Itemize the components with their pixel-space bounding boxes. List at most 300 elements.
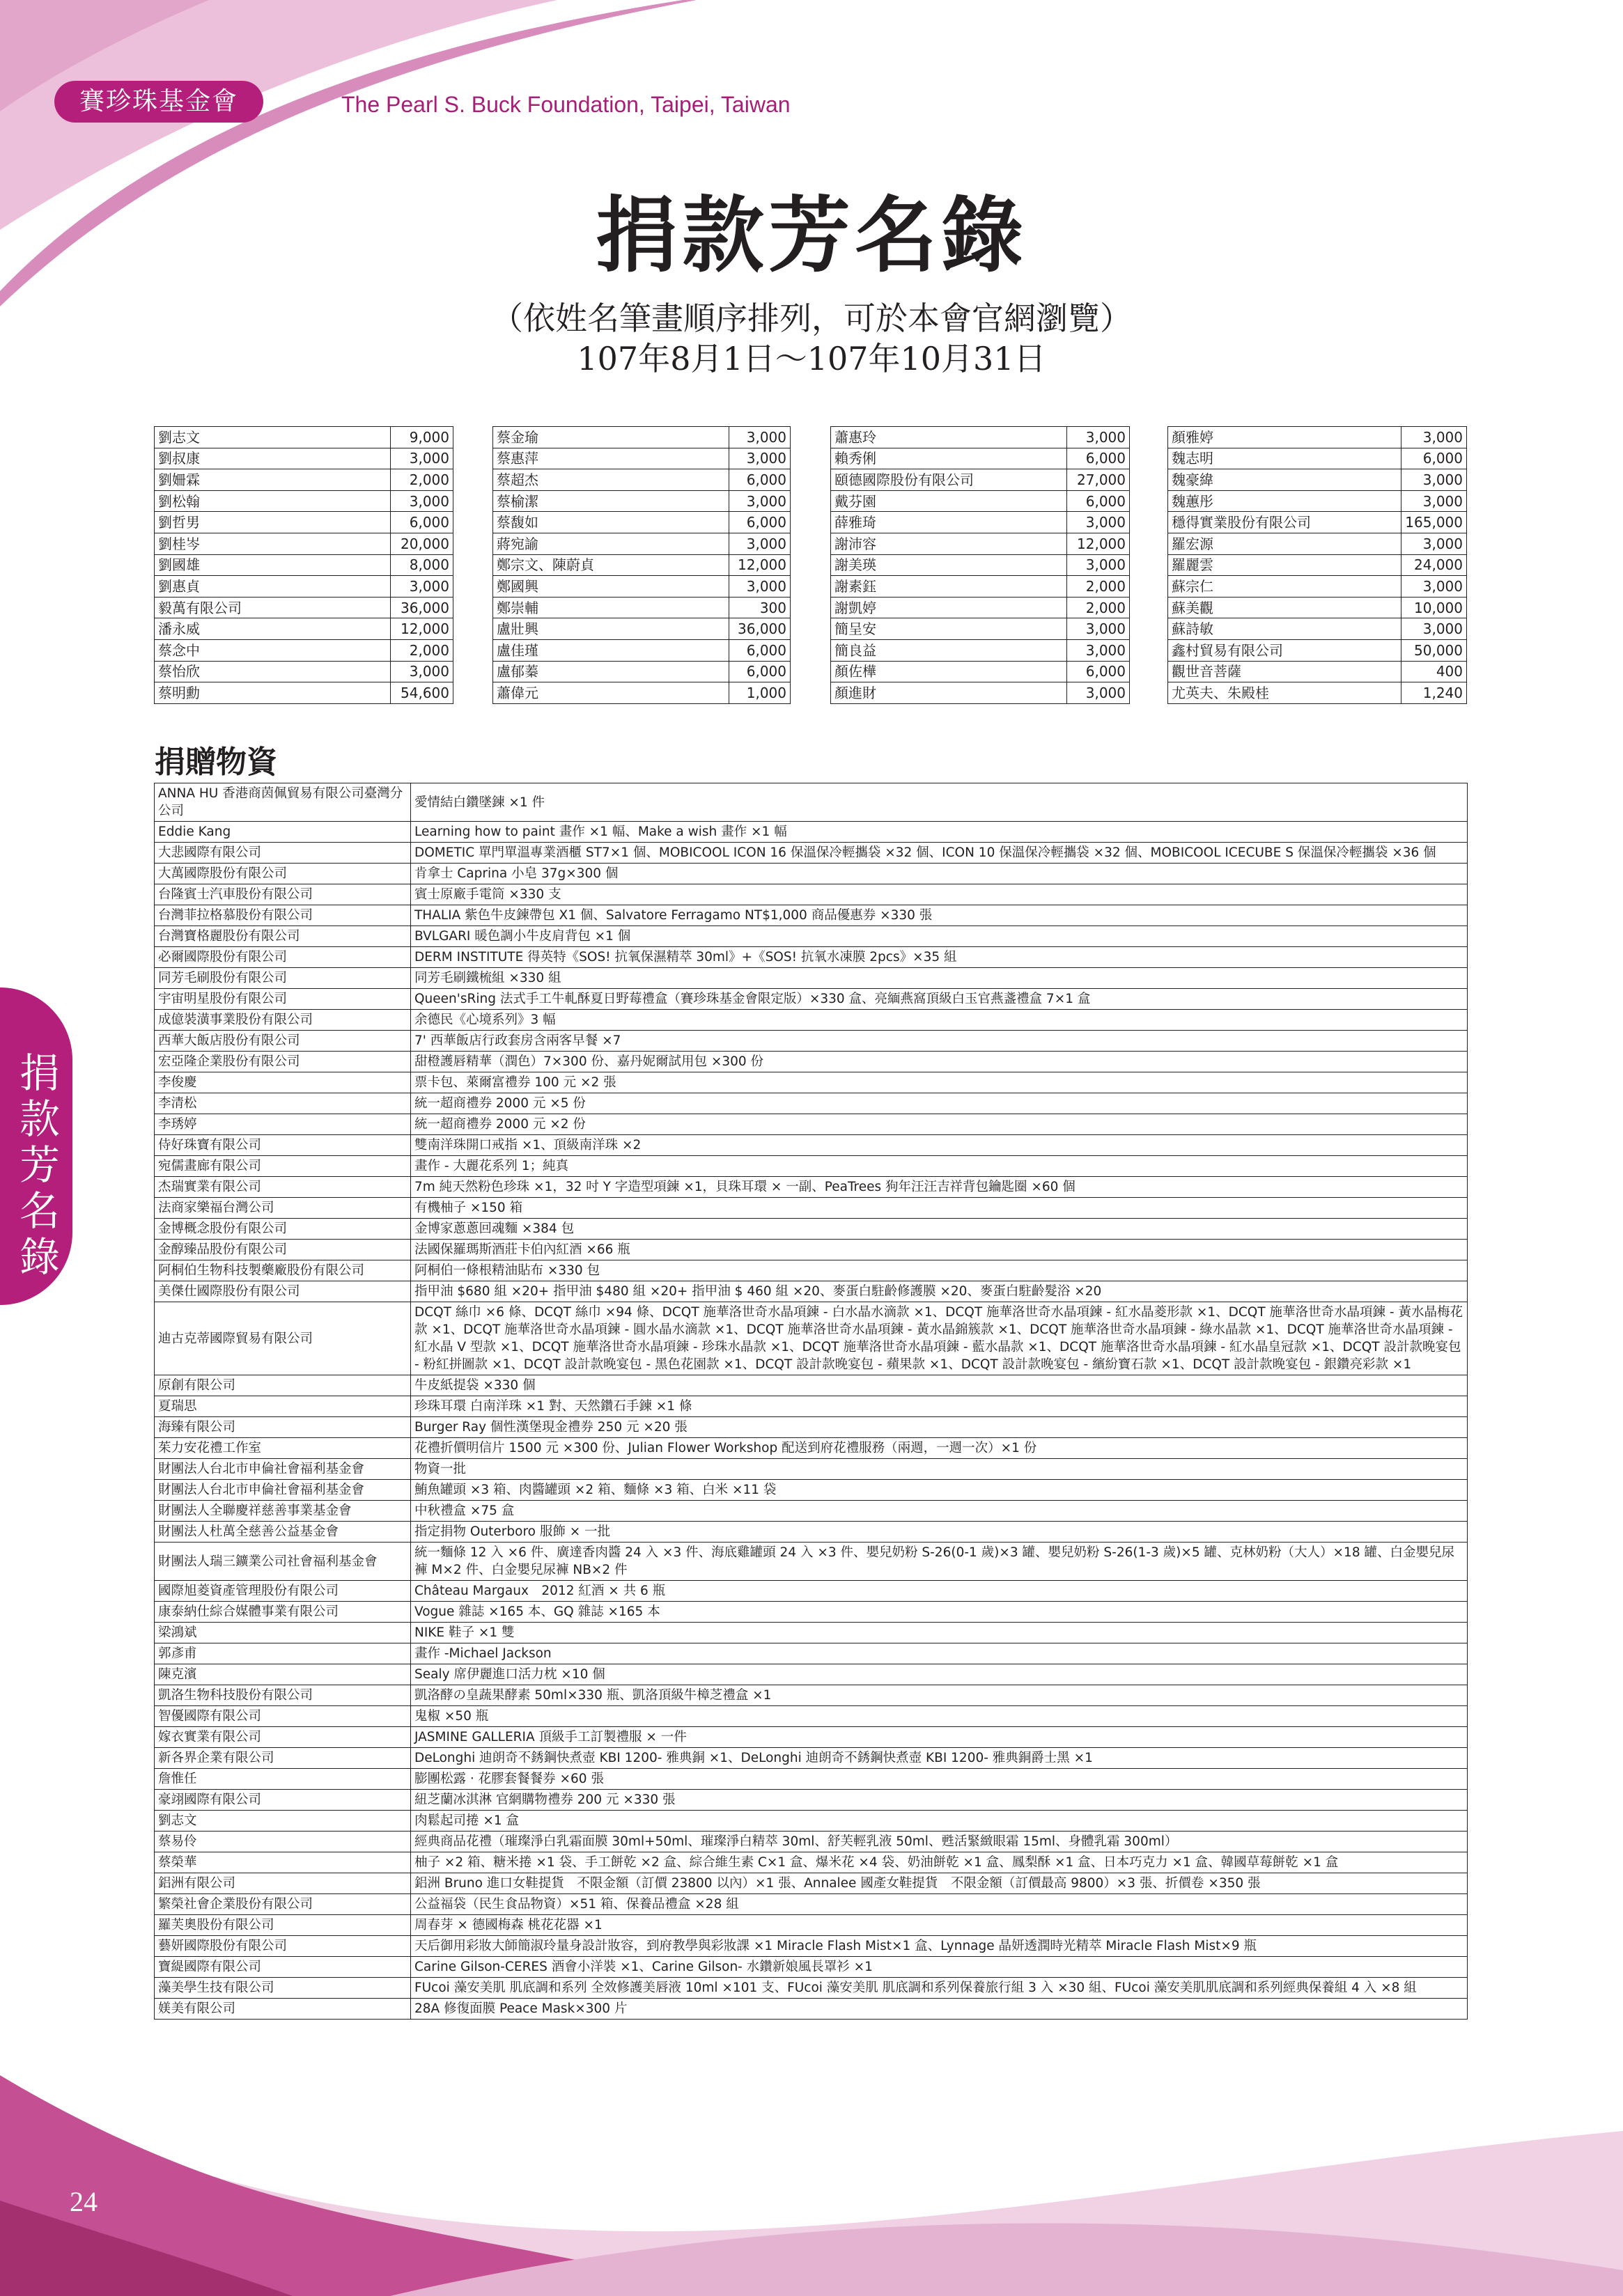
donor-row <box>493 490 791 512</box>
goods-donor: 台灣菲拉格慕股份有限公司 <box>155 905 411 926</box>
goods-donor: 大悲國際有限公司 <box>155 843 411 864</box>
goods-item: BVLGARI 暖色調小牛皮肩背包 ×1 個 <box>411 926 1468 947</box>
donation-amount: 3,000 <box>1401 576 1467 598</box>
donor-row <box>1168 448 1467 469</box>
goods-item: 賓士原廠手電筒 ×330 支 <box>411 884 1468 905</box>
donor-name: 蘇宗仁 <box>1168 576 1401 598</box>
goods-row <box>155 1685 1468 1706</box>
goods-item: 牛皮紙提袋 ×330 個 <box>411 1375 1468 1396</box>
donor-name: 魏豪緯 <box>1168 469 1401 491</box>
goods-row <box>155 843 1468 864</box>
donor-name: 蘇詩敏 <box>1168 618 1401 640</box>
goods-item: FUcoi 藻安美肌 肌底調和系列 全效修護美唇液 10ml ×101 支、FUcoi 藻安美肌 肌底調和系列保養旅行組 3 入 ×30 組、FUcoi 藻安美肌肌底調和系列經典保養組 4 入 ×8 組 <box>411 1978 1468 1999</box>
goods-item: 7m 純天然粉色珍珠 ×1，32 吋 Y 字造型項鍊 ×1，貝珠耳環 × 一副、PeaTrees 狗年汪汪吉祥背包鑰匙圈 ×60 個 <box>411 1177 1468 1198</box>
goods-donor: 海臻有限公司 <box>155 1417 411 1438</box>
donation-amount: 3,000 <box>1067 682 1130 704</box>
goods-row <box>155 1664 1468 1685</box>
goods-row <box>155 1396 1468 1417</box>
donation-amount: 6,000 <box>1067 448 1130 469</box>
goods-row <box>155 905 1468 926</box>
donor-name: 鄭宗文、陳蔚貞 <box>493 554 729 576</box>
donor-name: 蔡金瑜 <box>493 427 729 448</box>
goods-donor: 茱力安花禮工作室 <box>155 1438 411 1459</box>
donor-name: 薛雅琦 <box>831 512 1067 533</box>
goods-donor: 台隆賓士汽車股份有限公司 <box>155 884 411 905</box>
cash-donation-table-1 <box>154 426 453 704</box>
donor-name: 顏進財 <box>831 682 1067 704</box>
goods-item: DOMETIC 單門單溫專業酒櫃 ST7×1 個、MOBICOOL ICON 16 保溫保冷輕攜袋 ×32 個、ICON 10 保溫保冷輕攜袋 ×32 個、MOBICOOL ICECUBE S 保溫保冷輕攜袋 ×36 個 <box>411 843 1468 864</box>
donor-name: 鑫村貿易有限公司 <box>1168 639 1401 661</box>
donor-name: 蔡明勳 <box>155 682 391 704</box>
donor-row <box>1168 490 1467 512</box>
goods-item: 票卡包、萊爾富禮券 100 元 ×2 張 <box>411 1072 1468 1093</box>
goods-row <box>155 1219 1468 1240</box>
goods-donor: 金博概念股份有限公司 <box>155 1219 411 1240</box>
donor-row <box>1168 427 1467 448</box>
goods-row <box>155 1501 1468 1522</box>
goods-item: 甜橙護唇精華（潤色）7×300 份、嘉丹妮爾試用包 ×300 份 <box>411 1052 1468 1072</box>
goods-item: Vogue 雜誌 ×165 本、GQ 雜誌 ×165 本 <box>411 1602 1468 1623</box>
goods-row <box>155 1727 1468 1748</box>
donor-row <box>155 533 453 554</box>
goods-row <box>155 1602 1468 1623</box>
page-title: 捐款芳名錄 <box>595 187 1027 283</box>
goods-row <box>155 822 1468 843</box>
donor-name: 蕭惠玲 <box>831 427 1067 448</box>
donation-amount: 3,000 <box>391 661 453 682</box>
goods-item: 余德民《心境系列》3 幅 <box>411 1010 1468 1031</box>
goods-donor: 李清松 <box>155 1093 411 1114</box>
goods-item: 有機柚子 ×150 箱 <box>411 1198 1468 1219</box>
donation-amount: 50,000 <box>1401 639 1467 661</box>
side-tab-label: 捐 款 芳 名 錄 <box>19 1049 60 1281</box>
donation-amount: 3,000 <box>1067 618 1130 640</box>
goods-donation-table <box>154 783 1468 2020</box>
donor-row <box>1168 597 1467 618</box>
donor-row <box>831 661 1130 682</box>
goods-item: Learning how to paint 畫作 ×1 幅、Make a wish 畫作 ×1 幅 <box>411 822 1468 843</box>
goods-row <box>155 1198 1468 1219</box>
donor-row <box>831 427 1130 448</box>
goods-row <box>155 1093 1468 1114</box>
goods-row <box>155 884 1468 905</box>
goods-donor: 西華大飯店股份有限公司 <box>155 1031 411 1052</box>
donor-row <box>155 661 453 682</box>
goods-row <box>155 1706 1468 1727</box>
cash-donation-table-2 <box>492 426 791 704</box>
goods-item: 鋁洲 Bruno 進口女鞋提貨 不限金額（訂價 23800 以內）×1 張、Annalee 國產女鞋提貨 不限金額（訂價最高 9800）×3 張、折價卷 ×350 張 <box>411 1873 1468 1894</box>
goods-row <box>155 947 1468 968</box>
donation-amount: 6,000 <box>1067 661 1130 682</box>
donation-amount: 3,000 <box>729 490 791 512</box>
donor-row <box>493 661 791 682</box>
donor-row <box>1168 682 1467 704</box>
donor-row <box>1168 512 1467 533</box>
goods-item: 經典商品花禮（璀璨淨白乳霜面膜 30ml+50ml、璀璨淨白精萃 30ml、舒芙輕乳液 50ml、甦活緊緻眼霜 15ml、身體乳霜 300ml） <box>411 1832 1468 1852</box>
goods-donor: 國際旭菱資產管理股份有限公司 <box>155 1581 411 1602</box>
goods-donor: 藝妍國際股份有限公司 <box>155 1936 411 1957</box>
donor-name: 謝沛容 <box>831 533 1067 554</box>
donor-row <box>831 490 1130 512</box>
donation-amount: 8,000 <box>391 554 453 576</box>
donor-name: 戴芬園 <box>831 490 1067 512</box>
donor-row <box>1168 554 1467 576</box>
donor-name: 謝凱婷 <box>831 597 1067 618</box>
donor-row <box>155 618 453 640</box>
donor-row <box>1168 469 1467 491</box>
donor-name: 蔡惠萍 <box>493 448 729 469</box>
goods-donor: 財團法人全聯慶祥慈善事業基金會 <box>155 1501 411 1522</box>
goods-donor: 宏亞隆企業股份有限公司 <box>155 1052 411 1072</box>
goods-donor: 夏瑞思 <box>155 1396 411 1417</box>
goods-row <box>155 1790 1468 1811</box>
donation-amount: 36,000 <box>391 597 453 618</box>
donor-row <box>831 533 1130 554</box>
goods-donor: 成億裝潢事業股份有限公司 <box>155 1010 411 1031</box>
goods-donor: 郭彥甫 <box>155 1643 411 1664</box>
goods-row <box>155 1114 1468 1135</box>
goods-row <box>155 1156 1468 1177</box>
goods-donor: 智優國際有限公司 <box>155 1706 411 1727</box>
goods-row <box>155 1281 1468 1302</box>
donor-name: 盧郁蓁 <box>493 661 729 682</box>
goods-item: 鮪魚罐頭 ×3 箱、肉醬罐頭 ×2 箱、麵條 ×3 箱、白米 ×11 袋 <box>411 1480 1468 1501</box>
page-subtitle: （依姓名筆畫順序排列，可於本會官網瀏覽） <box>491 299 1132 337</box>
goods-donor: 阿桐伯生物科技製藥廠股份有限公司 <box>155 1260 411 1281</box>
donation-amount: 400 <box>1401 661 1467 682</box>
goods-item: 畫作 - 大麗花系列 1；純真 <box>411 1156 1468 1177</box>
donor-name: 蕭偉元 <box>493 682 729 704</box>
goods-item: 鬼椒 ×50 瓶 <box>411 1706 1468 1727</box>
donor-name: 盧壯興 <box>493 618 729 640</box>
donation-amount: 1,000 <box>729 682 791 704</box>
goods-row <box>155 1072 1468 1093</box>
goods-item: 金博家蔥蔥回魂麵 ×384 包 <box>411 1219 1468 1240</box>
goods-item: 7' 西華飯店行政套房含兩客早餐 ×7 <box>411 1031 1468 1052</box>
donor-name: 穩得實業股份有限公司 <box>1168 512 1401 533</box>
goods-donor: ANNA HU 香港商茵佩貿易有限公司臺灣分公司 <box>155 783 411 822</box>
goods-donor: 財團法人台北市申倫社會福利基金會 <box>155 1459 411 1480</box>
donation-amount: 2,000 <box>391 639 453 661</box>
donation-amount: 3,000 <box>1401 427 1467 448</box>
goods-item: 畫作 -Michael Jackson <box>411 1643 1468 1664</box>
goods-donor: 財團法人瑞三鑛業公司社會福利基金會 <box>155 1543 411 1581</box>
goods-item: Carine Gilson-CERES 酒會小洋裝 ×1、Carine Gilson- 水鑽新娘風長罩衫 ×1 <box>411 1957 1468 1978</box>
donor-row <box>493 597 791 618</box>
goods-item: 28A 修復面膜 Peace Mask×300 片 <box>411 1999 1468 2020</box>
goods-donor: 凱洛生物科技股份有限公司 <box>155 1685 411 1706</box>
goods-donor: 鋁洲有限公司 <box>155 1873 411 1894</box>
donor-name: 劉國雄 <box>155 554 391 576</box>
donation-amount: 12,000 <box>391 618 453 640</box>
donor-row <box>1168 639 1467 661</box>
goods-donor: 宇宙明星股份有限公司 <box>155 989 411 1010</box>
donation-amount: 3,000 <box>1067 639 1130 661</box>
goods-item: JASMINE GALLERIA 頂級手工訂製禮服 × 一件 <box>411 1727 1468 1748</box>
donor-row <box>1168 618 1467 640</box>
goods-donor: 梁鴻斌 <box>155 1623 411 1643</box>
donor-row <box>493 533 791 554</box>
goods-donor: 李俊慶 <box>155 1072 411 1093</box>
goods-row <box>155 1260 1468 1281</box>
donor-row <box>493 512 791 533</box>
goods-donor: 同芳毛刷股份有限公司 <box>155 968 411 989</box>
donor-row <box>1168 661 1467 682</box>
goods-row <box>155 1417 1468 1438</box>
donor-row <box>831 469 1130 491</box>
donor-row <box>831 554 1130 576</box>
goods-item: Château Margaux 2012 紅酒 × 共 6 瓶 <box>411 1581 1468 1602</box>
donor-name: 劉志文 <box>155 427 391 448</box>
goods-donor: 財團法人杜萬全慈善公益基金會 <box>155 1522 411 1543</box>
goods-donor: 迪古克蒂國際貿易有限公司 <box>155 1302 411 1375</box>
donor-name: 劉桂岑 <box>155 533 391 554</box>
goods-row <box>155 1748 1468 1769</box>
donor-name: 鄭國興 <box>493 576 729 598</box>
goods-item: 統一超商禮券 2000 元 ×5 份 <box>411 1093 1468 1114</box>
goods-row <box>155 1852 1468 1873</box>
goods-item: 指定捐物 Outerboro 服飾 × 一批 <box>411 1522 1468 1543</box>
donor-row <box>155 682 453 704</box>
date-range: 107年8月1日～107年10月31日 <box>577 340 1046 377</box>
donor-row <box>831 597 1130 618</box>
donation-amount: 9,000 <box>391 427 453 448</box>
goods-donor: 金醇臻品股份有限公司 <box>155 1240 411 1260</box>
goods-row <box>155 1832 1468 1852</box>
donation-amount: 6,000 <box>729 469 791 491</box>
goods-item: 肉鬆起司捲 ×1 盒 <box>411 1811 1468 1832</box>
goods-item: 同芳毛刷鐵梳組 ×330 組 <box>411 968 1468 989</box>
goods-donor: 蔡易伶 <box>155 1832 411 1852</box>
goods-row <box>155 1459 1468 1480</box>
donation-amount: 3,000 <box>1401 533 1467 554</box>
goods-item: 愛情結白鑽墜鍊 ×1 件 <box>411 783 1468 822</box>
donation-amount: 54,600 <box>391 682 453 704</box>
donation-amount: 3,000 <box>1401 490 1467 512</box>
goods-item: 膨團松露 ‧ 花膠套餐餐券 ×60 張 <box>411 1769 1468 1790</box>
goods-row <box>155 864 1468 884</box>
goods-donor: 財團法人台北市申倫社會福利基金會 <box>155 1480 411 1501</box>
donor-row <box>1168 576 1467 598</box>
goods-row <box>155 1031 1468 1052</box>
goods-item: 周春芽 × 德國梅森 桃花花器 ×1 <box>411 1915 1468 1936</box>
donor-row <box>493 469 791 491</box>
goods-donor: 大萬國際股份有限公司 <box>155 864 411 884</box>
donation-amount: 3,000 <box>729 533 791 554</box>
donor-name: 蔡念中 <box>155 639 391 661</box>
goods-row <box>155 1978 1468 1999</box>
goods-item: DERM INSTITUTE 得英特《SOS! 抗氧保濕精萃 30ml》+《SOS! 抗氧水凍膜 2pcs》×35 組 <box>411 947 1468 968</box>
donation-amount: 20,000 <box>391 533 453 554</box>
donor-name: 鄭崇輔 <box>493 597 729 618</box>
donation-amount: 3,000 <box>729 427 791 448</box>
goods-donor: 李琇婷 <box>155 1114 411 1135</box>
donation-amount: 12,000 <box>729 554 791 576</box>
donor-row <box>155 448 453 469</box>
donor-name: 蔣宛諭 <box>493 533 729 554</box>
donor-name: 謝素鈺 <box>831 576 1067 598</box>
donation-amount: 2,000 <box>1067 576 1130 598</box>
donation-amount: 3,000 <box>1401 469 1467 491</box>
donor-row <box>155 469 453 491</box>
goods-item: 法國保羅瑪斯酒莊卡伯內紅酒 ×66 瓶 <box>411 1240 1468 1260</box>
donation-amount: 10,000 <box>1401 597 1467 618</box>
goods-item: NIKE 鞋子 ×1 雙 <box>411 1623 1468 1643</box>
donation-amount: 6,000 <box>1067 490 1130 512</box>
goods-item: 肯拿士 Caprina 小皂 37g×300 個 <box>411 864 1468 884</box>
donor-row <box>831 576 1130 598</box>
donation-amount: 36,000 <box>729 618 791 640</box>
goods-donor: 詹惟任 <box>155 1769 411 1790</box>
goods-row <box>155 1999 1468 2020</box>
goods-row <box>155 1769 1468 1790</box>
page-number: 24 <box>70 2186 98 2217</box>
donor-name: 魏志明 <box>1168 448 1401 469</box>
donor-row <box>1168 533 1467 554</box>
donor-name: 蔡超杰 <box>493 469 729 491</box>
cash-donation-table-4 <box>1167 426 1467 704</box>
goods-row <box>155 1302 1468 1375</box>
donation-amount: 300 <box>729 597 791 618</box>
donation-amount: 6,000 <box>391 512 453 533</box>
goods-item: 中秋禮盒 ×75 盒 <box>411 1501 1468 1522</box>
donation-amount: 6,000 <box>729 661 791 682</box>
goods-row <box>155 1135 1468 1156</box>
donation-amount: 12,000 <box>1067 533 1130 554</box>
goods-row <box>155 968 1468 989</box>
goods-row <box>155 1915 1468 1936</box>
goods-row <box>155 1375 1468 1396</box>
donor-row <box>831 618 1130 640</box>
goods-donor: 陳克濱 <box>155 1664 411 1685</box>
goods-row <box>155 1052 1468 1072</box>
donor-name: 謝美瑛 <box>831 554 1067 576</box>
goods-donor: 繁榮社會企業股份有限公司 <box>155 1894 411 1915</box>
goods-section-heading: 捐贈物資 <box>155 744 277 780</box>
goods-item: 雙南洋珠開口戒指 ×1、頂級南洋珠 ×2 <box>411 1135 1468 1156</box>
donation-amount: 2,000 <box>391 469 453 491</box>
goods-item: Burger Ray 個性漢堡現金禮券 250 元 ×20 張 <box>411 1417 1468 1438</box>
goods-donor: 豪翊國際有限公司 <box>155 1790 411 1811</box>
goods-item: 物資一批 <box>411 1459 1468 1480</box>
goods-donor: 侍好珠寶有限公司 <box>155 1135 411 1156</box>
donor-name: 羅宏源 <box>1168 533 1401 554</box>
donor-name: 劉哲男 <box>155 512 391 533</box>
donor-row <box>155 639 453 661</box>
goods-row <box>155 1177 1468 1198</box>
donor-row <box>493 576 791 598</box>
goods-item: 統一麵條 12 入 ×6 件、廣達香肉醬 24 入 ×3 件、海底雞罐頭 24 入 ×3 件、嬰兒奶粉 S-26(0-1 歲)×3 罐、嬰兒奶粉 S-26(1-3 歲)×5 罐、克林奶粉（大人）×18 罐、白金嬰兒尿褲 M×2 件、白金嬰兒尿褲 NB×2 件 <box>411 1543 1468 1581</box>
goods-donor: 媄美有限公司 <box>155 1999 411 2020</box>
goods-donor: 杰瑞實業有限公司 <box>155 1177 411 1198</box>
goods-row <box>155 1010 1468 1031</box>
donor-name: 蔡榆潔 <box>493 490 729 512</box>
goods-donor: 台灣寶格麗股份有限公司 <box>155 926 411 947</box>
goods-donor: 嫁衣實業有限公司 <box>155 1727 411 1748</box>
donor-name: 羅麗雲 <box>1168 554 1401 576</box>
org-badge: 賽珍珠基金會 <box>54 81 263 123</box>
donor-row <box>831 512 1130 533</box>
goods-donor: Eddie Kang <box>155 822 411 843</box>
goods-item: 公益福袋（民生食品物資）×51 箱、保養品禮盒 ×28 組 <box>411 1894 1468 1915</box>
donor-row <box>493 448 791 469</box>
donation-amount: 3,000 <box>729 448 791 469</box>
goods-donor: 宛儒畫廊有限公司 <box>155 1156 411 1177</box>
donation-amount: 3,000 <box>391 448 453 469</box>
goods-item: 天后御用彩妝大師簡淑玲量身設計妝容，到府教學與彩妝課 ×1 Miracle Flash Mist×1 盒、Lynnage 晶妍透潤時光精萃 Miracle Flash Mist×9 瓶 <box>411 1936 1468 1957</box>
donor-name: 顏佐樺 <box>831 661 1067 682</box>
donor-row <box>493 682 791 704</box>
donor-row <box>155 576 453 598</box>
goods-item: Queen'sRing 法式手工牛軋酥夏日野莓禮盒（賽珍珠基金會限定版）×330 盒、亮緬燕窩頂級白玉官燕盞禮盒 7×1 盒 <box>411 989 1468 1010</box>
donor-name: 簡良益 <box>831 639 1067 661</box>
goods-donor: 康泰納仕綜合媒體事業有限公司 <box>155 1602 411 1623</box>
goods-row <box>155 1522 1468 1543</box>
donor-row <box>155 554 453 576</box>
donation-amount: 3,000 <box>1067 512 1130 533</box>
donor-row <box>155 427 453 448</box>
goods-item: DeLonghi 迪朗奇不銹鋼快煮壺 KBI 1200- 雅典銅 ×1、DeLonghi 迪朗奇不銹鋼快煮壺 KBI 1200- 雅典銅爵士黑 ×1 <box>411 1748 1468 1769</box>
goods-row <box>155 926 1468 947</box>
donor-name: 蔡怡欣 <box>155 661 391 682</box>
donor-name: 魏蕙彤 <box>1168 490 1401 512</box>
goods-row <box>155 1936 1468 1957</box>
donor-name: 顏雅婷 <box>1168 427 1401 448</box>
donor-name: 簡呈安 <box>831 618 1067 640</box>
donor-name: 盧佳瑾 <box>493 639 729 661</box>
goods-row <box>155 1643 1468 1664</box>
goods-row <box>155 1543 1468 1581</box>
donation-amount: 3,000 <box>391 490 453 512</box>
goods-row <box>155 1480 1468 1501</box>
goods-row <box>155 1873 1468 1894</box>
donor-name: 蘇美觀 <box>1168 597 1401 618</box>
goods-row <box>155 1438 1468 1459</box>
cash-donation-table-3 <box>830 426 1130 704</box>
goods-item: 柚子 ×2 箱、糖米捲 ×1 袋、手工餅乾 ×2 盒、綜合維生素 C×1 盒、爆米花 ×4 袋、奶油餅乾 ×1 盒、鳳梨酥 ×1 盒、日本巧克力 ×1 盒、韓國草莓餅乾 ×1 盒 <box>411 1852 1468 1873</box>
donor-row <box>493 618 791 640</box>
goods-donor: 法商家樂福台灣公司 <box>155 1198 411 1219</box>
donor-row <box>155 490 453 512</box>
goods-item: 指甲油 $680 組 ×20+ 指甲油 $480 組 ×20+ 指甲油 $ 460 組 ×20、麥蛋白駐齡修護膜 ×20、麥蛋白駐齡髮浴 ×20 <box>411 1281 1468 1302</box>
donation-amount: 27,000 <box>1067 469 1130 491</box>
goods-row <box>155 783 1468 822</box>
donor-name: 劉松翰 <box>155 490 391 512</box>
donation-amount: 6,000 <box>1401 448 1467 469</box>
donation-amount: 2,000 <box>1067 597 1130 618</box>
donor-row <box>155 597 453 618</box>
goods-row <box>155 1240 1468 1260</box>
goods-item: 珍珠耳環 白南洋珠 ×1 對、天然鑽石手鍊 ×1 條 <box>411 1396 1468 1417</box>
goods-item: THALIA 紫色牛皮鍊帶包 X1 個、Salvatore Ferragamo NT$1,000 商品優惠券 ×330 張 <box>411 905 1468 926</box>
donation-amount: 165,000 <box>1401 512 1467 533</box>
goods-donor: 蔡榮華 <box>155 1852 411 1873</box>
donor-name: 頤德國際股份有限公司 <box>831 469 1067 491</box>
donor-row <box>493 554 791 576</box>
goods-item: 紐芝蘭冰淇淋 官網購物禮券 200 元 ×330 張 <box>411 1790 1468 1811</box>
donation-amount: 24,000 <box>1401 554 1467 576</box>
donation-amount: 3,000 <box>1067 427 1130 448</box>
donor-row <box>493 427 791 448</box>
goods-item: 花禮折價明信片 1500 元 ×300 份、Julian Flower Workshop 配送到府花禮服務（兩週，一週一次）×1 份 <box>411 1438 1468 1459</box>
donor-name: 賴秀俐 <box>831 448 1067 469</box>
goods-row <box>155 1811 1468 1832</box>
donation-amount: 3,000 <box>391 576 453 598</box>
donor-name: 毅萬有限公司 <box>155 597 391 618</box>
goods-row <box>155 1623 1468 1643</box>
donor-name: 尤英夫、朱殿桂 <box>1168 682 1401 704</box>
goods-donor: 必爾國際股份有限公司 <box>155 947 411 968</box>
